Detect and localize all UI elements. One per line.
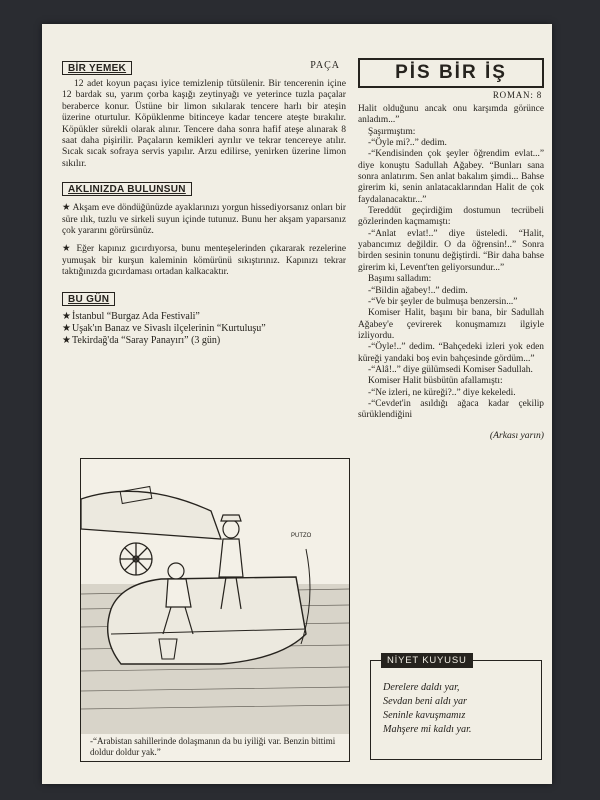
right-column bbox=[358, 58, 544, 441]
poem-line: Sevdan beni aldı yar bbox=[383, 696, 468, 707]
story-paragraph: -“Ne izleri, ne küreği?..” diye kekeledi. bbox=[368, 387, 516, 398]
today-item bbox=[62, 311, 346, 323]
cartoon-caption: -“Arabistan sahillerinde dolaşmanın da bu iyiliği var. Benzin bittimi doldur doldur yak.” bbox=[90, 736, 336, 757]
star-icon: ★ bbox=[62, 310, 71, 322]
poem-line: Derelere daldı yar, bbox=[383, 682, 460, 693]
story-paragraph: Şaşırmıştım: bbox=[368, 126, 416, 137]
story-paragraph: Halit olduğunu ancak onu karşımda görünce anladım...” bbox=[358, 104, 544, 126]
today-label: BU GÜN bbox=[62, 292, 115, 306]
poem-line: Mahşere mi kaldı yar. bbox=[383, 724, 472, 735]
continued-note: (Arkası yarın) bbox=[489, 429, 544, 441]
bucket bbox=[159, 639, 177, 659]
story-paragraph: -“Kendisinden çok şeyler öğrendim evlat...” diye konuştu Sadullah Ağabey. “Bunları sana sonra anlatırım. Sen anlat bakalım şimdi... Bahse girerim ki, senin anlatacaklarından Halit de çok faydalanacaktır...” bbox=[358, 149, 544, 205]
serial-story bbox=[358, 104, 544, 422]
star-icon: ★ bbox=[62, 334, 71, 346]
today-item-text: Tekirdağ'da “Saray Panayırı” (3 gün) bbox=[72, 334, 221, 346]
tips-label: AKLINIZDA BULUNSUN bbox=[62, 182, 192, 196]
today-list bbox=[62, 311, 346, 347]
story-paragraph: -“Öyle mi?..” dedim. bbox=[368, 138, 447, 149]
tip-item: ★ Akşam eve döndüğünüzde ayaklarınızı yorgun hissediyorsanız onları bir süre ılık, tuzlu ve sirkeli suyun içinde tutunuz. Bunu her akşam yaparsanız çok yararını görürsünüz. bbox=[62, 203, 346, 237]
boat-hull bbox=[108, 577, 306, 664]
story-paragraph: -“Alâ!..” diye gülümsedi Komiser Sadullah. bbox=[368, 364, 533, 375]
recipe-label: BİR YEMEK bbox=[62, 61, 132, 75]
niyet-kuyusu-box bbox=[370, 655, 542, 760]
steering-wheel bbox=[120, 543, 152, 575]
cartoon-drawing bbox=[81, 459, 349, 761]
today-item bbox=[62, 323, 346, 335]
serial-episode: ROMAN: 8 bbox=[492, 90, 542, 100]
story-paragraph: -“Bildin ağabey!..” dedim. bbox=[368, 285, 468, 296]
niyet-poem bbox=[383, 681, 471, 737]
story-paragraph: -“Cevdet'in asıldığı ağaca kadar çekilip sürüklendiğini bbox=[358, 398, 544, 421]
story-paragraph: Komiser Halit, başını bir bana, bir Sadullah Ağabey'e çevirerek konuşmamızı ilgiyle izliyordu. bbox=[358, 308, 544, 341]
story-paragraph: Başımı salladım: bbox=[368, 274, 432, 285]
cartoonist-signature: PUTZO bbox=[291, 533, 312, 539]
niyet-kuyusu-label: NİYET KUYUSU bbox=[381, 653, 473, 668]
poem-line: Seninle kavuşmamız bbox=[383, 710, 466, 721]
story-paragraph: Komiser Halit büsbütün afallamıştı: bbox=[368, 376, 503, 387]
today-item-text: Uşak'ın Banaz ve Sivaslı ilçelerinin “Kurtuluşu” bbox=[72, 322, 266, 334]
tips-header bbox=[62, 179, 346, 197]
serial-title: PİS BİR İŞ bbox=[358, 58, 544, 88]
story-paragraph: -“Ve bir şeyler de bulmuşa benzersin...” bbox=[368, 296, 518, 307]
tip-text-2: Eğer kapınız gıcırdıyorsa, bunu menteşelerinden çıkararak rezelerine yumuşak bir kurşun kaleminin kömürünü sıkıştırınız. Kapınızı tekrar taktığınızda gıcırdaması ortadan kalkacaktır. bbox=[62, 244, 346, 278]
today-item bbox=[62, 335, 346, 347]
story-paragraph: -“Öyle!..” dedim. “Bahçedeki izleri yok eden küreği yandaki boş evin bahçesinde gördüm...” bbox=[358, 342, 544, 364]
tip-item: ★ Eğer kapınız gıcırdıyorsa, bunu menteşelerinden çıkararak rezelerine yumuşak bir kurşun kaleminin kömürünü sıkıştırınız. Kapınızı tekrar taktığınızda gıcırdaması ortadan kalkacaktır. bbox=[62, 244, 346, 278]
today-header bbox=[62, 289, 346, 307]
star-icon: ★ bbox=[62, 322, 71, 334]
tip-text-1: Akşam eve döndüğünüzde ayaklarınızı yorgun hissediyorsanız onları bir süre ılık, tuzlu ve sirkeli suyun içinde tutunuz. Bunu her akşam yaparsanız çok yararını görürsünüz. bbox=[62, 203, 346, 237]
story-paragraph: -“Anlat evlat!..” diye üsteledi. “Halit, yabancımız değildir. O da öğrensin!..” Sonra birden sesinin tonunu değiştirdi. “Bir daha bahse girerim ki, Levent'ten geliyorsundur...” bbox=[358, 228, 544, 273]
left-column bbox=[62, 58, 346, 347]
cartoon-panel bbox=[80, 458, 350, 762]
recipe-dish-name: PAÇA bbox=[310, 60, 340, 71]
today-item-text: İstanbul “Burgaz Ada Festivali” bbox=[72, 310, 200, 322]
story-paragraph: Tereddüt geçirdiğim dostumun tecrübeli gözlerinden kaçmamıştı: bbox=[358, 206, 544, 228]
recipe-text: 12 adet koyun paçası iyice temizlenip tütsülenir. Bir tencerenin içine 12 bardak su, yarım çorba kaşığı zeytinyağı ve yeterince tuzla paçalar beraberce konur. Üstüne bir limon sıkılarak tencere harlı bir ateşin üzerine oturtulur. Köpüklenme bitinceye kadar tencere ateşte bırakılır. Köpükler sürekli olarak alınır. Tencere daha sonra hafif ateşe alınarak 8 saat daha pişirilir. Paçaların kemikleri ayrılır ve tekrar tencereye atılır. Sıcak sıcak sofraya servis yapılır. Arzu edilirse, yenirken üzerine limon sıkılır. bbox=[62, 78, 346, 169]
recipe-header bbox=[62, 58, 346, 76]
